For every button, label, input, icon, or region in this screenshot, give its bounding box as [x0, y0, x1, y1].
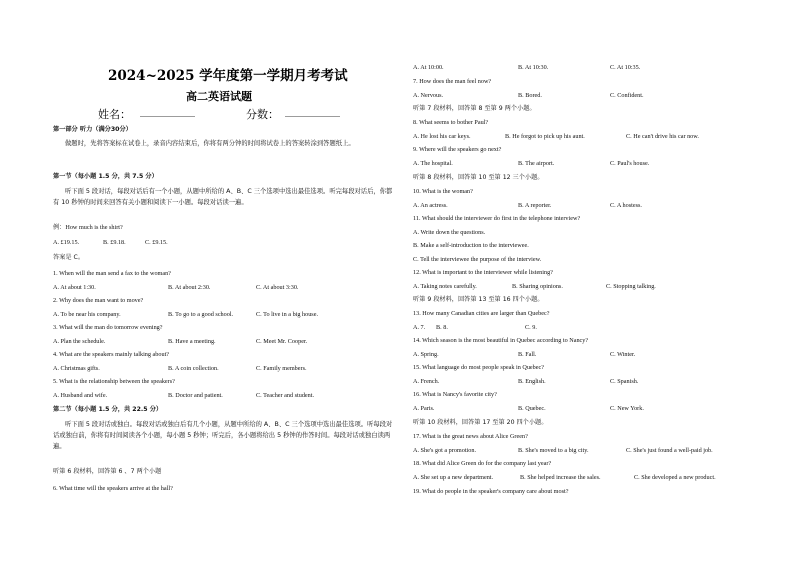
- q9-option-c: C. Paul's house.: [610, 160, 650, 167]
- q16-option-b: B. Quebec.: [518, 405, 546, 412]
- question-16: 16. What is Nancy's favorite city?: [413, 391, 497, 398]
- q1-option-c: C. At about 3:30.: [256, 284, 299, 291]
- q17-option-b: B. She's moved to a big city.: [518, 447, 589, 454]
- question-9: 9. Where will the speakers go next?: [413, 146, 502, 153]
- q13-option-c: C. 9.: [525, 324, 537, 331]
- question-12: 12. What is important to the interviewer while listening?: [413, 269, 553, 276]
- question-11: 11. What should the interviewer do first in the telephone interview?: [413, 215, 581, 222]
- example-answer: 答案是 C。: [53, 254, 85, 261]
- question-3: 3. What will the man do tomorrow evening?: [53, 324, 163, 331]
- group-10-instruction: 听第 10 段材料，回答第 17 至第 20 四个小题。: [413, 419, 548, 426]
- q12-option-a: A. Taking notes carefully.: [413, 283, 477, 290]
- question-7: 7. How does the man feel now?: [413, 78, 492, 85]
- q6-option-a: A. At 10:00.: [413, 64, 444, 71]
- q10-option-a: A. An actress.: [413, 202, 448, 209]
- part1-heading: 第一部分 听力（满分30分）: [53, 126, 132, 133]
- q7-option-c: C. Confident.: [610, 92, 644, 99]
- question-15: 15. What language do most people speak in Quebec?: [413, 364, 544, 371]
- section1-intro: 听下面 5 段对话，每段对话后有一个小题，从题中所给的 A、B、C 三个选项中选出最佳选项。听完每段对话后，你都有 10 秒钟的时间来回答有关小题和阅读下一小题。每段对话读一遍。: [53, 188, 393, 206]
- q1-option-b: B. At about 2:30.: [168, 284, 211, 291]
- q2-option-b: B. To go to a good school.: [168, 311, 234, 318]
- question-13: 13. How many Canadian cities are larger than Quebec?: [413, 310, 550, 317]
- q15-option-a: A. French.: [413, 378, 440, 385]
- question-1: 1. When will the man send a fax to the woman?: [53, 270, 171, 277]
- example-option-b: B. £9.18.: [103, 239, 126, 246]
- q14-option-c: C. Winter.: [610, 351, 636, 358]
- q8-option-c: C. He can't drive his car now.: [626, 133, 699, 140]
- example-question: 例：How much is the shirt?: [53, 224, 123, 231]
- q10-option-b: B. A reporter.: [518, 202, 552, 209]
- group-6-instruction: 听第 6 段材料，回答第 6 、7 两个小题: [53, 468, 162, 475]
- question-14: 14. Which season is the most beautiful in Quebec according to Nancy?: [413, 337, 589, 344]
- q16-option-a: A. Paris.: [413, 405, 435, 412]
- example-option-a: A. £19.15.: [53, 239, 80, 246]
- question-8: 8. What seems to bother Paul?: [413, 119, 489, 126]
- question-5: 5. What is the relationship between the speakers?: [53, 378, 175, 385]
- group-7-instruction: 听第 7 段材料，回答第 8 至第 9 两个小题。: [413, 105, 536, 112]
- score-label: 分数：: [246, 108, 279, 121]
- q13-option-a: A. 7.: [413, 324, 426, 331]
- section1-heading: 第一节（每小题 1.5 分，共 7.5 分）: [53, 173, 158, 180]
- q8-option-a: A. He lost his car keys.: [413, 133, 471, 140]
- q6-option-c: C. At 10:35.: [610, 64, 641, 71]
- q17-option-c: C. She's just found a well-paid job.: [626, 447, 713, 454]
- q11-option-a: A. Write down the questions.: [413, 229, 486, 236]
- q9-option-a: A. The hospital.: [413, 160, 453, 167]
- q17-option-a: A. She's got a promotion.: [413, 447, 476, 454]
- group-9-instruction: 听第 9 段材料，回答第 13 至第 16 四个小题。: [413, 296, 544, 303]
- q3-option-a: A. Plan the schedule.: [53, 338, 106, 345]
- question-6: 6. What time will the speakers arrive at the hall?: [53, 485, 173, 492]
- q15-option-b: B. English.: [518, 378, 546, 385]
- exam-subtitle: 高二英语试题: [186, 90, 252, 103]
- q4-option-b: B. A coin collection.: [168, 365, 219, 372]
- section2-heading: 第二节（每小题 1.5 分，共 22.5 分）: [53, 406, 163, 413]
- q1-option-a: A. At about 1:30.: [53, 284, 96, 291]
- q12-option-b: B. Sharing opinions.: [512, 283, 563, 290]
- q12-option-c: C. Stopping talking.: [606, 283, 656, 290]
- name-label: 姓名：: [98, 108, 131, 121]
- q7-option-b: B. Bored.: [518, 92, 542, 99]
- q8-option-b: B. He forgot to pick up his aunt.: [505, 133, 585, 140]
- q14-option-a: A. Spring.: [413, 351, 439, 358]
- exam-title: 2024~2025 学年度第一学期月考考试: [108, 68, 348, 84]
- q18-option-a: A. She set up a new department.: [413, 474, 494, 481]
- q18-option-b: B. She helped increase the sales.: [520, 474, 601, 481]
- q3-option-c: C. Meet Mr. Cooper.: [256, 338, 308, 345]
- question-10: 10. What is the woman?: [413, 188, 473, 195]
- q2-option-c: C. To live in a big house.: [256, 311, 319, 318]
- q5-option-c: C. Teacher and student.: [256, 392, 315, 399]
- name-blank: ___________: [140, 106, 195, 117]
- question-4: 4. What are the speakers mainly talking about?: [53, 351, 170, 358]
- question-2: 2. Why does the man want to move?: [53, 297, 144, 304]
- score-blank: ___________: [285, 106, 340, 117]
- question-17: 17. What is the great news about Alice Green?: [413, 433, 528, 440]
- q18-option-c: C. She developed a new product.: [634, 474, 716, 481]
- q2-option-a: A. To be near his company.: [53, 311, 121, 318]
- q9-option-b: B. The airport.: [518, 160, 555, 167]
- group-8-instruction: 听第 8 段材料，回答第 10 至第 12 三个小题。: [413, 174, 544, 181]
- question-18: 18. What did Alice Green do for the company last year?: [413, 460, 552, 467]
- q6-option-b: B. At 10:30.: [518, 64, 549, 71]
- q3-option-b: B. Have a meeting.: [168, 338, 216, 345]
- q4-option-c: C. Family members.: [256, 365, 307, 372]
- example-option-c: C. £9.15.: [145, 239, 168, 246]
- q13-option-b: B. 8.: [436, 324, 448, 331]
- question-19: 19. What do people in the speaker's company care about most?: [413, 488, 569, 495]
- q11-option-c: C. Tell the interviewee the purpose of the interview.: [413, 256, 542, 263]
- q7-option-a: A. Nervous.: [413, 92, 444, 99]
- q11-option-b: B. Make a self-introduction to the interviewee.: [413, 242, 529, 249]
- q10-option-c: C. A hostess.: [610, 202, 642, 209]
- section2-intro: 听下面 5 段对话或独白。每段对话或独白后有几个小题，从题中所给的 A、B、C 三个选项中选出最佳选项。听每段对话或独白前，你将有时间阅读各个小题，每小题 5 秒钟；听完后，各小题将给出 5 秒钟的作答时间。每段对话或独白读两遍。: [53, 421, 393, 450]
- q15-option-c: C. Spanish.: [610, 378, 639, 385]
- q16-option-c: C. New York.: [610, 405, 644, 412]
- part1-intro: 做题时，先将答案标在试卷上，录音内容结束后，你将有两分钟的时间将试卷上的答案转涂到答题纸上。: [65, 140, 355, 147]
- q5-option-b: B. Doctor and patient.: [168, 392, 223, 399]
- q5-option-a: A. Husband and wife.: [53, 392, 108, 399]
- q4-option-a: A. Christmas gifts.: [53, 365, 100, 372]
- q14-option-b: B. Fall.: [518, 351, 537, 358]
